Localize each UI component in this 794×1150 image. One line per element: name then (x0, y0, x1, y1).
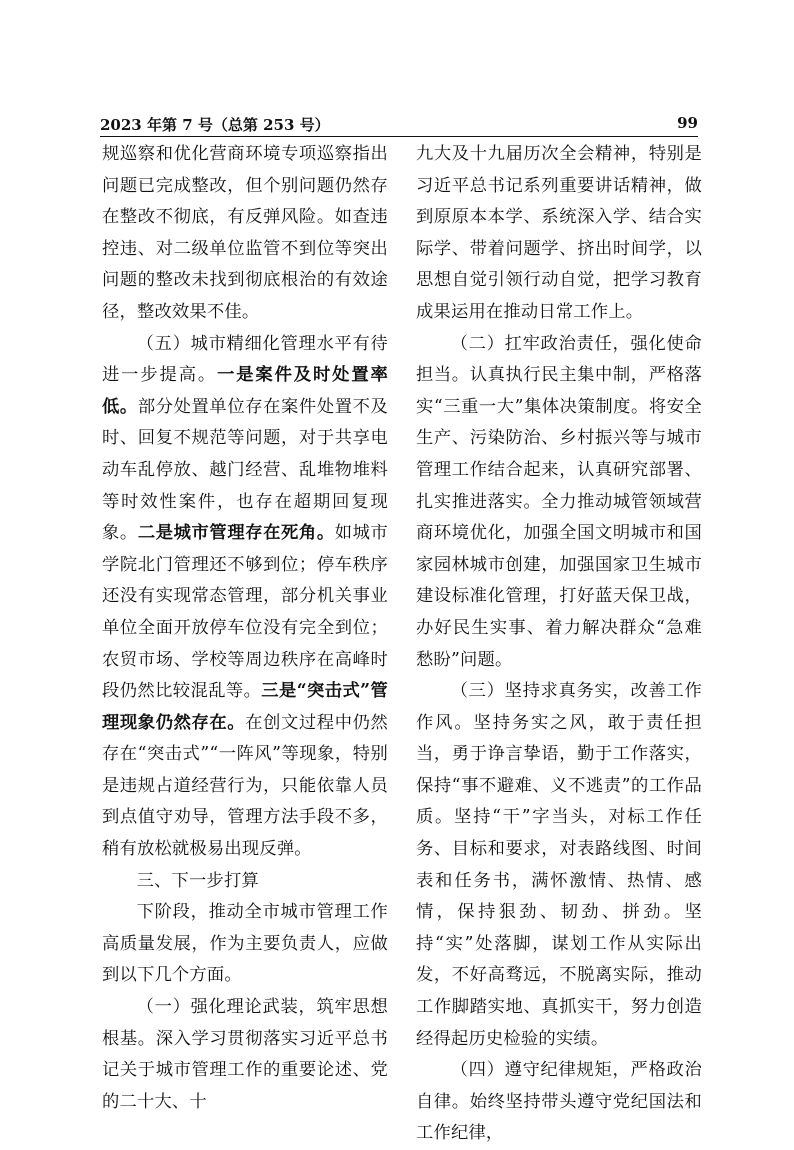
paragraph (102, 139, 388, 329)
chapter-heading: 三、下一步打算 (136, 870, 259, 891)
section-heading: （一）强化理论武装，筑牢思想根基。 (102, 997, 388, 1049)
paragraph (102, 897, 388, 992)
paragraph-text: 部分处置单位存在案件处置不及时、回复不规范等问题，对于共享电动车乱停放、越门经营、乱堆物堆料等时效性案件，也存在超期回复现象。 (102, 396, 388, 544)
paragraph-text: 如城市学院北门管理还不够到位；停车秩序还没有实现常态管理，部分机关事业单位全面开放停车位没有完全到位；农贸市场、学校等周边秩序在高峰时段仍然比较混乱等。 (102, 523, 389, 702)
paragraph-text: 下阶段，推动全市城市管理工作高质量发展，作为主要负责人，应做到以下几个方面。 (102, 902, 388, 986)
bold-point: 二是城市管理存在死角。 (137, 523, 335, 544)
paragraph-text: 坚持务实之风，敢于责任担当，勇于诤言挚语，勤于工作落实，保持“事不避难、义不逃责”的工作品质。坚持“干”字当头，对标工作任务、目标和要求，对表路线图、时间表和任务书，满怀激情、热情、感情，保持狠劲、韧劲、拼劲。坚持“实”处落脚，谋划工作从实际出发，不好高骛远，不脱离实际，推动工作脚踏实地、真抓实干，努力创造经得起历史检验的实绩。 (416, 712, 702, 1049)
paragraph-text: 始终坚持带头遵守党纪国法和工作纪律， (416, 1091, 702, 1144)
header-divider (100, 136, 698, 137)
issue-label: 2023 年第 7 号（总第 253 号） (100, 116, 330, 134)
page-number: 99 (677, 114, 698, 132)
section-heading: （四）遵守纪律规矩，严格政治自律。 (416, 1060, 702, 1112)
paragraph-text: 规巡察和优化营商环境专项巡察指出问题已完成整改，但个别问题仍然存在整改不彻底，有反弹风险。如查违控违、对二级单位监管不到位等突出问题的整改未找到彻底根治的有效途径，整改效果不佳。 (102, 144, 388, 322)
paragraph-text: 九大及十九届历次全会精神，特别是习近平总书记系列重要讲话精神，做到原原本本学、系统深入学、结合实际学、带着问题学、挤出时间学，以思想自觉引领行动自觉，把学习教育成果运用在推动日常工作上。 (416, 144, 702, 322)
paragraph (416, 676, 702, 1055)
paragraph (102, 992, 388, 1118)
paragraph-text: 深入学习贯彻落实习近平总书记关于城市管理工作的重要论述、党的二十大、十 (102, 1028, 388, 1112)
section-heading: （五）城市精细化管理水平有待进一步提高。 (102, 333, 388, 386)
paragraph (102, 329, 388, 866)
paragraph (416, 1055, 702, 1150)
paragraph (416, 329, 702, 677)
section-heading: （二）扛牢政治责任，强化使命担当。 (416, 333, 702, 386)
section-heading: （三）坚持求真务实，改善工作作风。 (416, 681, 702, 733)
page-header (100, 114, 698, 136)
left-column (102, 139, 389, 1112)
paragraph-text: 在创文过程中仍然存在“突击式”“一阵风”等现象，特别是违规占道经营行为，只能依靠人员到点值守劝导，管理方法手段不多，稍有放松就极易出现反弹。 (102, 712, 388, 860)
bold-point: 三是“突击式”管理现象仍然存在。 (102, 681, 388, 733)
paragraph-text: 认真执行民主集中制，严格落实“三重一大”集体决策制度。将安全生产、污染防治、乡村振兴等与城市管理工作结合起来，认真研究部署、扎实推进落实。全力推动城管领域营商环境优化，加强全国文明城市和国家园林城市创建，加强国家卫生城市建设标准化管理，打好蓝天保卫战，办好民生实事、着力解决群众“急难愁盼”问题。 (416, 365, 702, 670)
bold-point: 一是案件及时处置率低。 (102, 365, 388, 417)
right-column (416, 139, 702, 1144)
paragraph (416, 139, 702, 329)
